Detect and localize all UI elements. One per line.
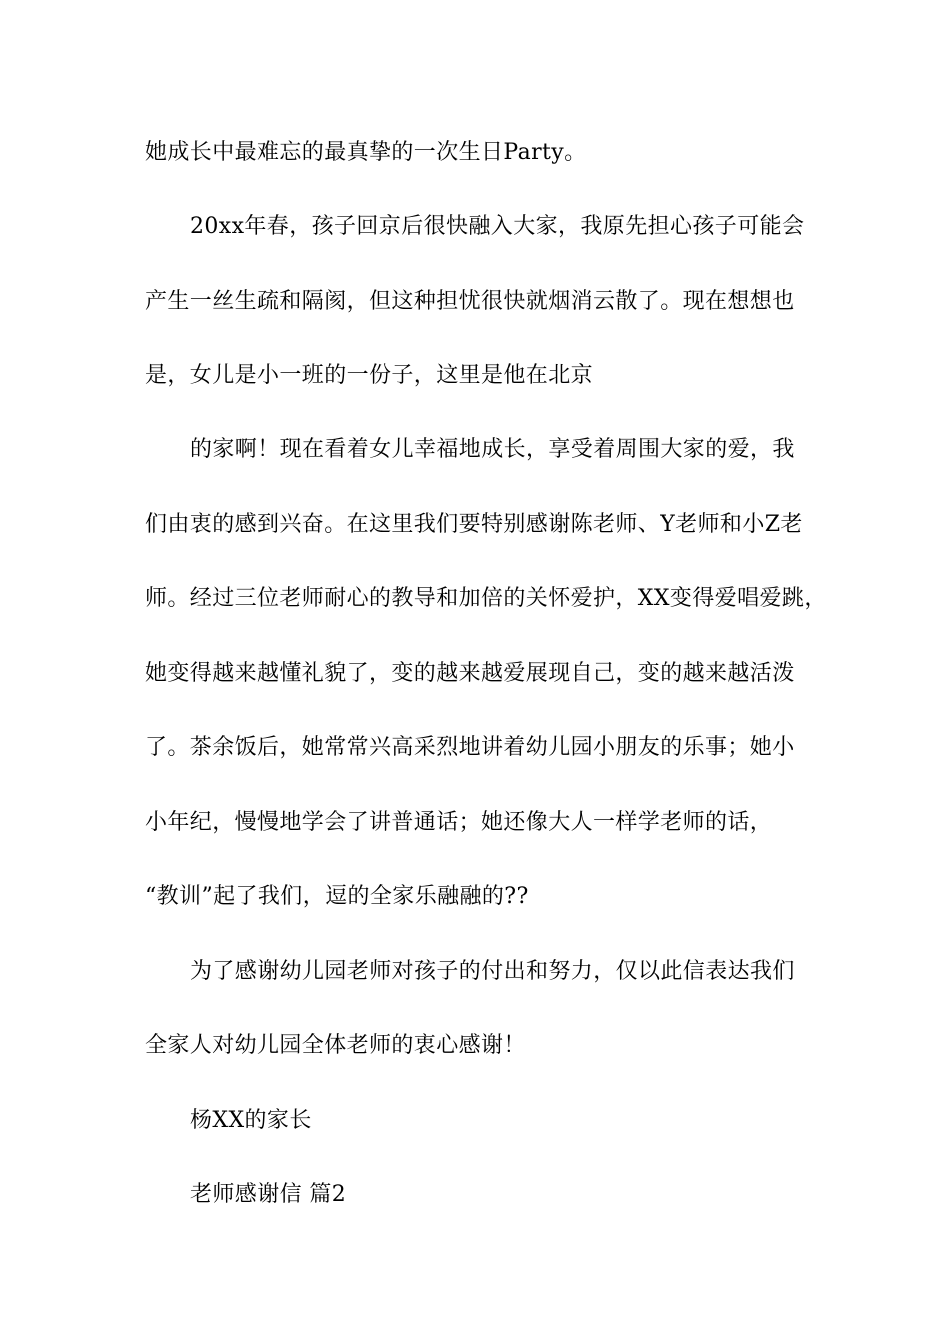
text-line-13: 全家人对幼儿园全体老师的衷心感谢！ (145, 1033, 526, 1058)
signature-line: 杨XX的家长 (190, 1108, 312, 1133)
text-line-9: 了。茶余饭后，她常常兴高采烈地讲着幼儿园小朋友的乐事；她小 (145, 735, 795, 760)
text-line-10: 小年纪，慢慢地学会了讲普通话；她还像大人一样学老师的话， (145, 810, 773, 835)
text-line-7: 师。经过三位老师耐心的教导和加倍的关怀爱护，XX变得爱唱爱跳， (145, 586, 827, 611)
text-line-8: 她变得越来越懂礼貌了，变的越来越爱展现自己，变的越来越活泼 (145, 661, 795, 686)
text-line-12: 为了感谢幼儿园老师对孩子的付出和努力，仅以此信表达我们 (190, 959, 795, 984)
text-line-1: 她成长中最难忘的最真挚的一次生日Party。 (145, 140, 587, 165)
section-heading: 老师感谢信 篇2 (190, 1182, 347, 1207)
text-line-3: 产生一丝生疏和隔阂，但这种担忧很快就烟消云散了。现在想想也 (145, 289, 795, 314)
text-line-5: 的家啊！现在看着女儿幸福地成长，享受着周围大家的爱，我 (190, 437, 795, 462)
text-line-4: 是，女儿是小一班的一份子，这里是他在北京 (145, 363, 594, 388)
text-line-2: 20xx年春，孩子回京后很快融入大家，我原先担心孩子可能会 (190, 214, 805, 239)
text-line-6: 们由衷的感到兴奋。在这里我们要特别感谢陈老师、Y老师和小Z老 (145, 512, 803, 537)
text-line-11: “教训”起了我们，逗的全家乐融融的?? (145, 884, 529, 909)
